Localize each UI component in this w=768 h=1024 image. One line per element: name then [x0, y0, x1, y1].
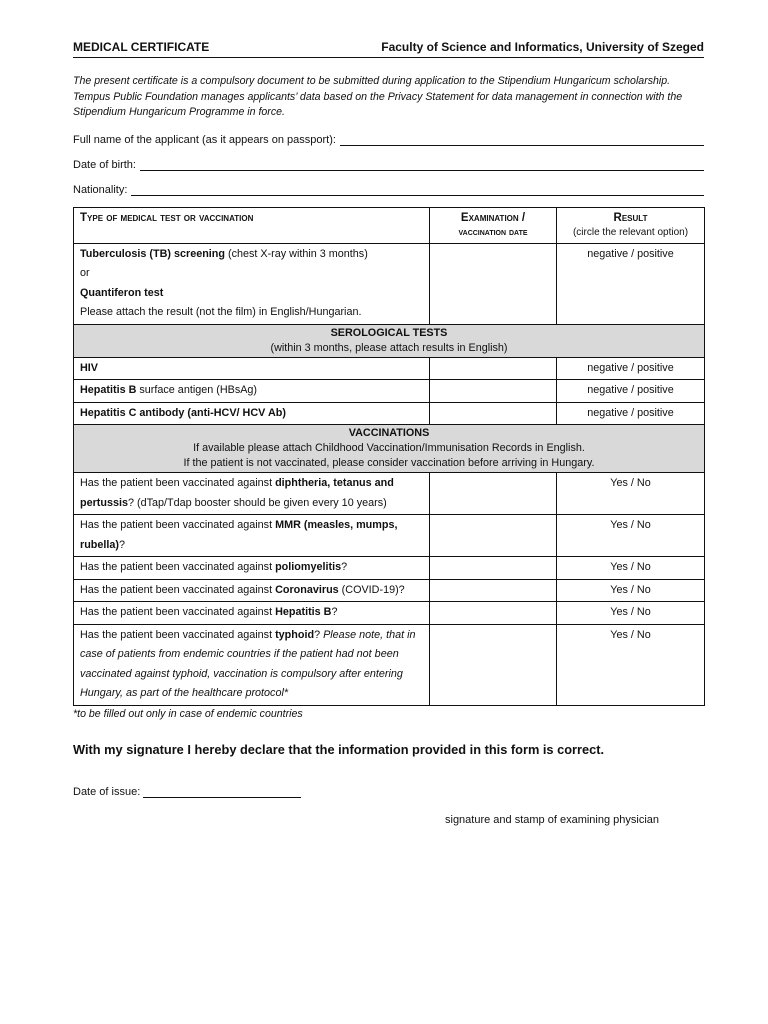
tb-result[interactable]: negative / positive [557, 243, 705, 324]
nationality-line[interactable] [131, 183, 704, 196]
v3-date-cell[interactable] [430, 557, 557, 580]
table-row: Has the patient been vaccinated against typhoid? Please note, that in case of patients from endemic countries if the patient had not been vaccinated against typhoid, vaccination is compulsory after entering Hungary, as part of the healthcare protocol* Yes / No [74, 624, 705, 705]
v2-date-cell[interactable] [430, 515, 557, 557]
nationality-label: Nationality: [73, 183, 128, 196]
hepb-date-cell[interactable] [430, 380, 557, 403]
full-name-line[interactable] [340, 133, 704, 146]
v6-date-cell[interactable] [430, 624, 557, 705]
hiv-label: HIV [80, 361, 98, 374]
hepc-result[interactable]: negative / positive [557, 402, 705, 425]
serological-section [74, 324, 705, 357]
table-row: Has the patient been vaccinated against Coronavirus (COVID-19)? Yes / No [74, 579, 705, 602]
institution-name: Faculty of Science and Informatics, University of Szeged [381, 40, 704, 54]
table-row: Hepatitis C antibody (anti-HCV/ HCV Ab) negative / positive [74, 402, 705, 425]
serological-subtitle: (within 3 months, please attach results in English) [270, 341, 508, 354]
v4-result[interactable]: Yes / No [557, 579, 705, 602]
v1-date-cell[interactable] [430, 473, 557, 515]
type-header: Type of medical test or vaccination [74, 207, 430, 243]
medical-certificate-form [73, 40, 704, 826]
tb-cell: Tuberculosis (TB) screening (chest X-ray within 3 months) or Quantiferon test Please attach the result (not the film) in English/Hungarian. [74, 243, 430, 324]
declaration-text: With my signature I hereby declare that the information provided in this form is correct. [73, 741, 605, 757]
result-header: Result (circle the relevant option) [557, 207, 705, 243]
document-title: MEDICAL CERTIFICATE [73, 40, 210, 54]
signature-label: signature and stamp of examining physician [445, 813, 660, 826]
vaccinations-title: VACCINATIONS [348, 427, 430, 439]
dob-line[interactable] [140, 158, 704, 171]
v1-result[interactable]: Yes / No [557, 473, 705, 515]
date-of-issue-label: Date of issue: [73, 785, 141, 798]
dob-label: Date of birth: [73, 158, 136, 171]
v6-result[interactable]: Yes / No [557, 624, 705, 705]
vaccinations-section: VACCINATIONS If available please attach Childhood Vaccination/Immunisation Records in English. If the patient is not vaccinated, please consider vaccination before arriving in Hungary. [74, 425, 705, 473]
tb-date-cell[interactable] [430, 243, 557, 324]
date-of-issue-field [73, 785, 704, 798]
hepc-date-cell[interactable] [430, 402, 557, 425]
v3-result[interactable]: Yes / No [557, 557, 705, 580]
hiv-date-cell[interactable] [430, 357, 557, 380]
medical-tests-table [73, 207, 705, 706]
full-name-label: Full name of the applicant (as it appears on passport): [73, 133, 336, 146]
dob-field [73, 155, 704, 171]
v2-result[interactable]: Yes / No [557, 515, 705, 557]
table-header-row [74, 207, 705, 243]
table-row: Has the patient been vaccinated against Hepatitis B? Yes / No [74, 602, 705, 625]
nationality-field [73, 180, 704, 196]
intro-text: The present certificate is a compulsory document to be submitted during application to the Stipendium Hungaricum scholarship. Tempus Public Foundation manages applicants’ data based on the Privacy Statement for data management in connection with the Stipendium Hungaricum Programme in force. [73, 75, 683, 118]
table-row: Has the patient been vaccinated against poliomyelitis? Yes / No [74, 557, 705, 580]
v4-date-cell[interactable] [430, 579, 557, 602]
date-of-issue-line[interactable] [143, 785, 301, 798]
table-row: Hepatitis B surface antigen (HBsAg) negative / positive [74, 380, 705, 403]
table-row: Has the patient been vaccinated against diphtheria, tetanus and pertussis? (dTap/Tdap booster should be given every 10 years) Yes / No [74, 473, 705, 515]
document-header [73, 40, 704, 58]
v5-result[interactable]: Yes / No [557, 602, 705, 625]
endemic-note: *to be filled out only in case of endemic countries [73, 707, 303, 720]
hiv-result[interactable]: negative / positive [557, 357, 705, 380]
full-name-field [73, 130, 704, 146]
v5-date-cell[interactable] [430, 602, 557, 625]
exam-date-header: Examination / vaccination date [430, 207, 557, 243]
hepb-result[interactable]: negative / positive [557, 380, 705, 403]
table-row: Has the patient been vaccinated against MMR (measles, mumps, rubella)? Yes / No [74, 515, 705, 557]
table-row [74, 243, 705, 324]
table-row [74, 357, 705, 380]
serological-title: SEROLOGICAL TESTS [330, 326, 448, 339]
